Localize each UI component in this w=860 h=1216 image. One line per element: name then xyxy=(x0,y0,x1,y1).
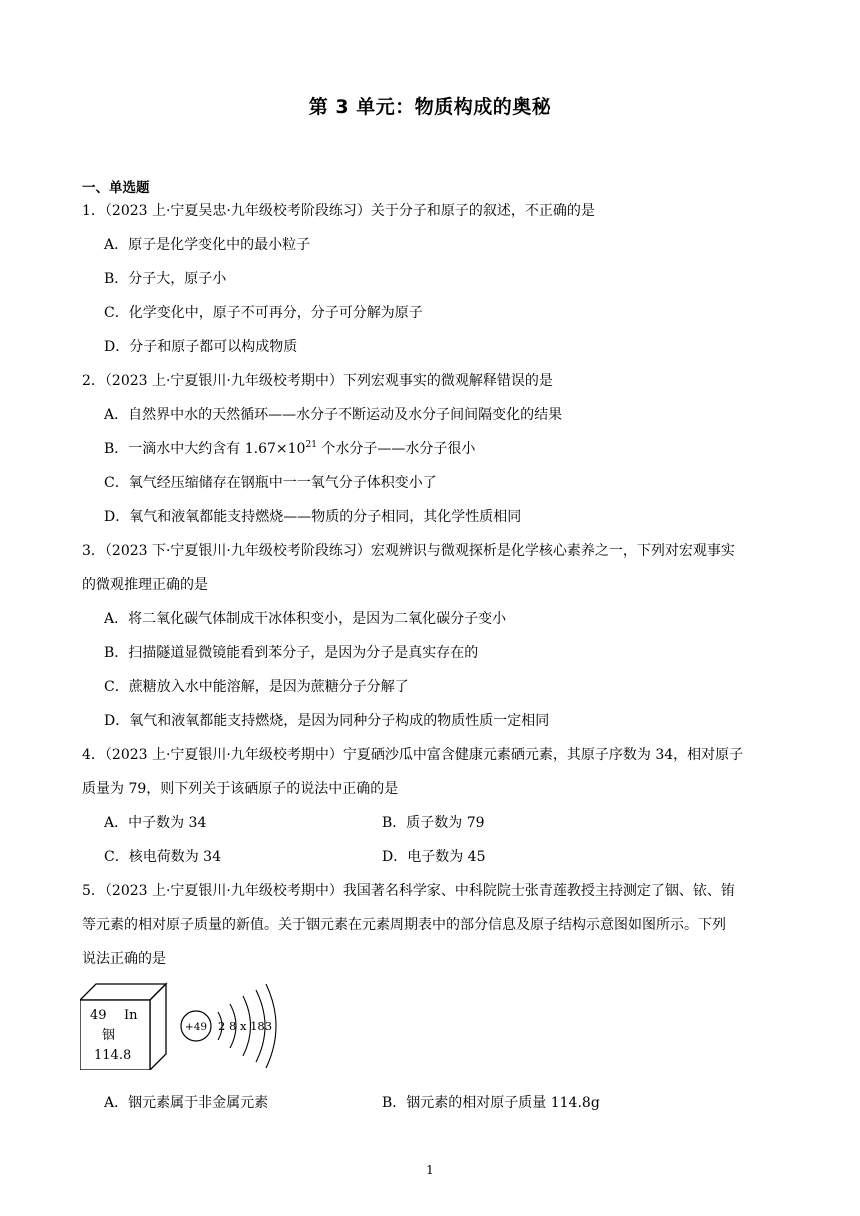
question-2-option-a[interactable]: A．自然界中水的天然循环——水分子不断运动及水分子间间隔变化的结果 xyxy=(104,407,563,423)
question-2-stem: 2．（2023 上·宁夏银川·九年级校考期中）下列宏观事实的微观解释错误的是 xyxy=(82,373,553,389)
section-heading: 一、单选题 xyxy=(82,180,150,196)
indium-figure xyxy=(80,978,280,1070)
atomic-number: 49 xyxy=(90,1008,107,1023)
question-1-option-b[interactable]: B．分子大，原子小 xyxy=(104,271,227,287)
question-5-stem-line-3: 说法正确的是 xyxy=(82,951,166,967)
question-5-stem-line-1: 5．（2023 上·宁夏银川·九年级校考期中）我国著名科学家、中科院院士张青莲教授主持测定了铟、铱、铕 xyxy=(82,883,735,899)
question-3-option-c[interactable]: C．蔗糖放入水中能溶解，是因为蔗糖分子分解了 xyxy=(104,679,409,695)
nuclear-charge: +49 xyxy=(184,1021,208,1033)
question-3-stem-line-2: 的微观推理正确的是 xyxy=(82,577,208,593)
electron-shell-counts: 2 8 x 183 xyxy=(218,1019,273,1033)
question-5-stem-line-2: 等元素的相对原子质量的新值。关于铟元素在元素周期表中的部分信息及原子结构示意图如图所示。下列 xyxy=(82,917,726,933)
question-4-option-a[interactable]: A．中子数为 34 xyxy=(104,815,207,831)
question-2-option-b[interactable] xyxy=(104,439,475,459)
question-1-option-a[interactable]: A．原子是化学变化中的最小粒子 xyxy=(104,237,311,253)
question-4-option-d[interactable]: D．电子数为 45 xyxy=(382,849,486,865)
exponent: 21 xyxy=(305,440,317,450)
question-3-option-a[interactable]: A．将二氧化碳气体制成干冰体积变小，是因为二氧化碳分子变小 xyxy=(104,611,507,627)
question-4-option-b[interactable]: B．质子数为 79 xyxy=(382,815,485,831)
question-1-option-c[interactable]: C．化学变化中，原子不可再分，分子可分解为原子 xyxy=(104,305,423,321)
question-4-option-c[interactable]: C．核电荷数为 34 xyxy=(104,849,221,865)
question-4-stem-line-1: 4．（2023 上·宁夏银川·九年级校考期中）宁夏硒沙瓜中富含健康元素硒元素，其原子序数为 34，相对原子 xyxy=(82,747,744,763)
page-number: 1 xyxy=(426,1163,434,1177)
question-3-option-d[interactable]: D．氧气和液氧都能支持燃烧，是因为同种分子构成的物质性质一定相同 xyxy=(104,713,550,729)
question-5-option-a[interactable]: A．铟元素属于非金属元素 xyxy=(104,1095,269,1111)
question-2-option-b-rest: 个水分子——水分子很小 xyxy=(316,441,476,457)
page-title: 第 3 单元：物质构成的奥秘 xyxy=(308,96,552,118)
question-1-option-d[interactable]: D．分子和原子都可以构成物质 xyxy=(104,339,298,355)
element-symbol: In xyxy=(124,1008,138,1023)
question-1-stem: 1．（2023 上·宁夏吴忠·九年级校考阶段练习）关于分子和原子的叙述，不正确的是 xyxy=(82,203,595,219)
atom-structure xyxy=(181,984,276,1068)
question-2-option-c[interactable]: C．氧气经压缩储存在钢瓶中一一氧气分子体积变小了 xyxy=(104,475,437,491)
atomic-mass: 114.8 xyxy=(94,1048,132,1063)
question-3-stem-line-1: 3．（2023 下·宁夏银川·九年级校考阶段练习）宏观辨识与微观探析是化学核心素养之一，下列对宏观事实 xyxy=(82,543,735,559)
element-name: 铟 xyxy=(102,1028,116,1043)
question-2-option-b-text: B．一滴水中大约含有 1.67×10 xyxy=(104,441,306,457)
question-4-stem-line-2: 质量为 79，则下列关于该硒原子的说法中正确的是 xyxy=(82,781,399,797)
question-2-option-d[interactable]: D．氧气和液氧都能支持燃烧——物质的分子相同，其化学性质相同 xyxy=(104,509,522,525)
question-5-option-b[interactable]: B．铟元素的相对原子质量 114.8g xyxy=(382,1095,600,1111)
question-3-option-b[interactable]: B．扫描隧道显微镜能看到苯分子，是因为分子是真实存在的 xyxy=(104,645,479,661)
